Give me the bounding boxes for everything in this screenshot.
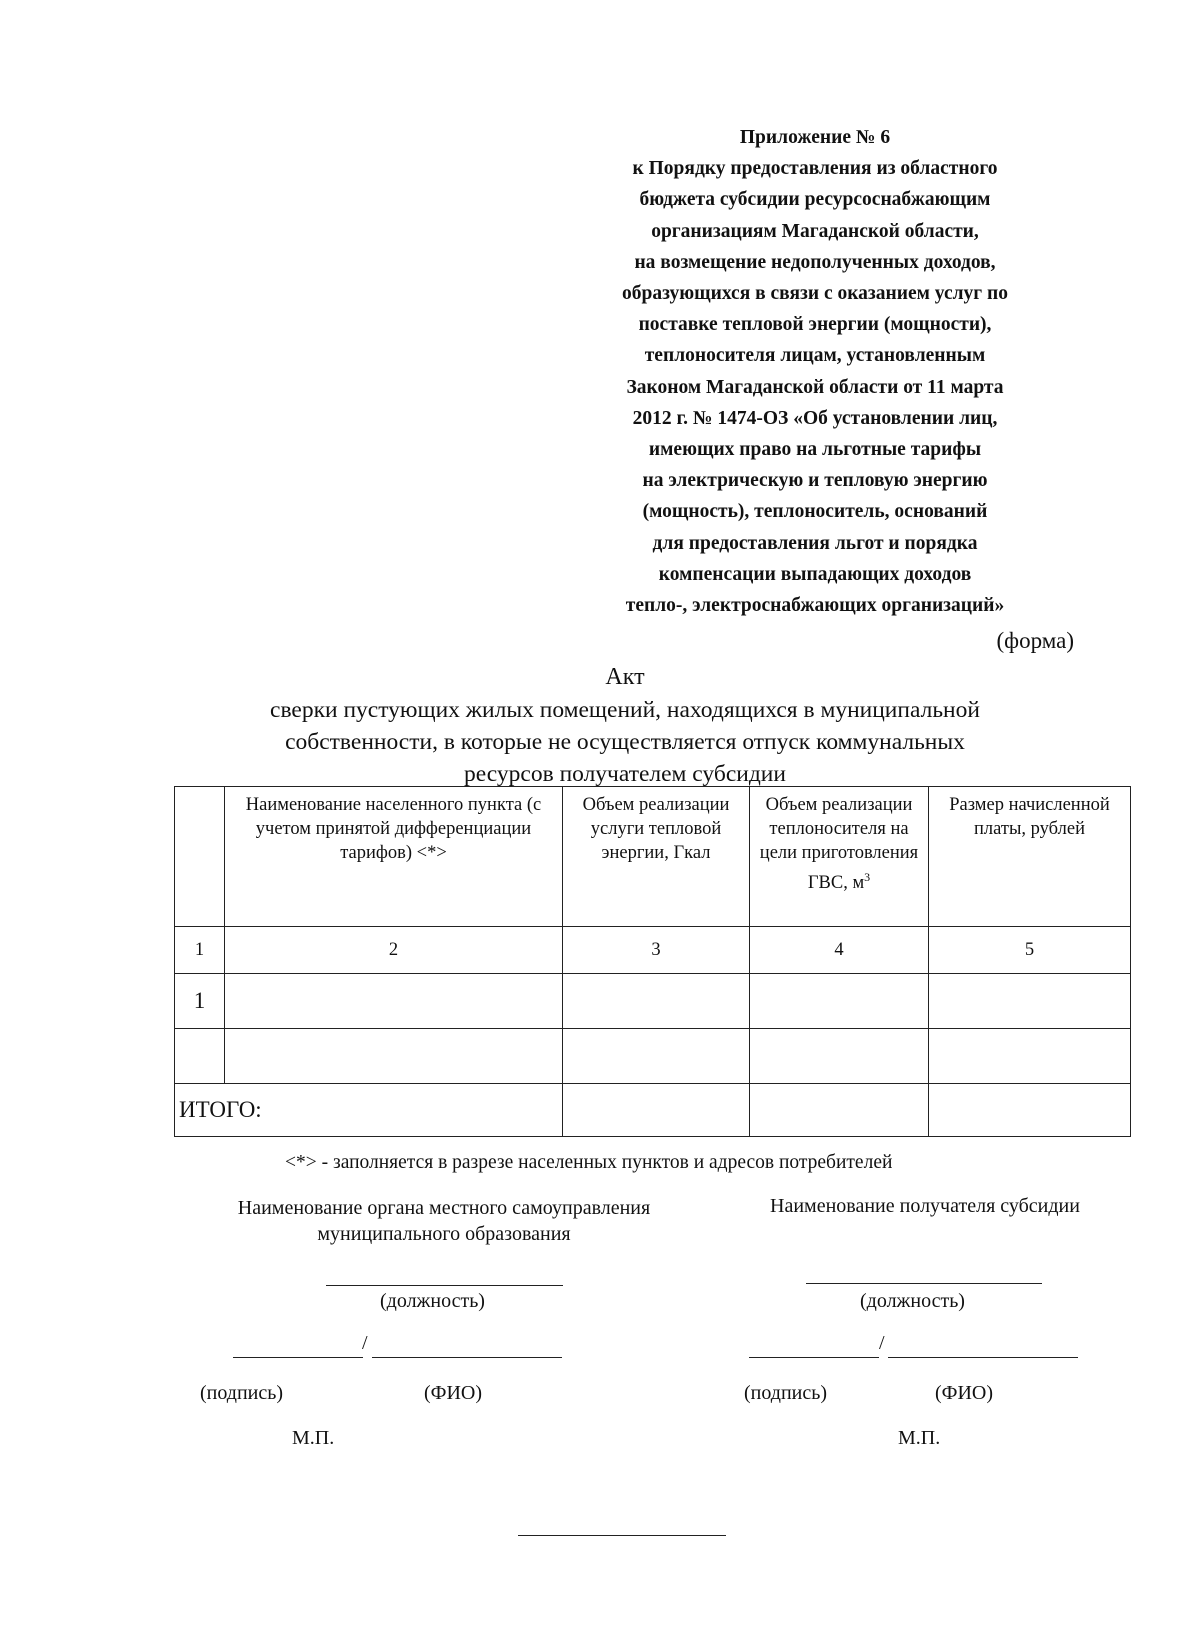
row-number: 1 (175, 974, 225, 1029)
appendix-line: 2012 г. № 1474-ОЗ «Об установлении лиц, (632, 407, 998, 429)
left-seal-label: М.П. (292, 1427, 335, 1449)
act-subtitle-line: сверки пустующих жилых помещений, находящихся в муниципальной (270, 697, 980, 723)
left-org-line: Наименование органа местного самоуправления (237, 1197, 651, 1219)
column-number: 1 (175, 927, 225, 974)
right-seal-label: М.П. (898, 1427, 941, 1449)
appendix-line: бюджета субсидии ресурсоснабжающим (639, 189, 991, 211)
left-org-name (194, 1195, 694, 1247)
footnote: <*> - заполняется в разрезе населенных пунктов и адресов потребителей (285, 1152, 893, 1173)
act-title: Акт (605, 664, 645, 690)
form-label: (форма) (996, 628, 1074, 653)
appendix-line: имеющих право на льготные тарифы (648, 439, 982, 461)
table-cell (175, 1029, 225, 1084)
appendix-line: Приложение № 6 (739, 127, 891, 148)
table-cell (225, 1029, 563, 1084)
table-cell (750, 974, 929, 1029)
table-cell (750, 1029, 929, 1084)
right-name-line (888, 1357, 1078, 1358)
appendix-line: на электрическую и тепловую энергию (642, 470, 988, 492)
appendix-line: Законом Магаданской области от 11 марта (626, 376, 1004, 398)
act-subtitle (195, 694, 1055, 790)
appendix-line: на возмещение недополученных доходов, (634, 251, 996, 273)
column-number: 4 (750, 927, 929, 974)
appendix-line: к Порядку предоставления из областного (632, 158, 998, 180)
right-slash: / (879, 1332, 885, 1354)
table-cell (929, 1029, 1131, 1084)
header-superscript: 3 (864, 870, 871, 884)
right-position-line (806, 1283, 1042, 1284)
table-cell (563, 1084, 750, 1137)
left-slash: / (362, 1332, 368, 1354)
header-cell-locality: Наименование населенного пункта (с учетом принятой дифференциации тарифов) <*> (225, 787, 563, 927)
column-number: 5 (929, 927, 1131, 974)
right-signature-label: (подпись) (744, 1382, 828, 1404)
table-header-row (175, 787, 1131, 927)
column-number: 3 (563, 927, 750, 974)
appendix-line: тепло-, электроснабжающих организаций» (625, 595, 1005, 617)
left-signature-label: (подпись) (200, 1382, 284, 1404)
header-cell-coolant-text: Объем реализации теплоносителя на цели приготовления ГВС, м (759, 795, 919, 894)
table-row (175, 974, 1131, 1029)
table-cell (563, 1029, 750, 1084)
left-name-label: (ФИО) (424, 1382, 483, 1404)
right-signature-line (749, 1357, 879, 1358)
table-total-row (175, 1084, 1131, 1137)
table-row (175, 927, 1131, 974)
appendix-line: компенсации выпадающих доходов (658, 563, 972, 585)
column-number: 2 (225, 927, 563, 974)
act-subtitle-line: собственности, в которые не осуществляется отпуск коммунальных (285, 729, 965, 755)
left-signature-line (233, 1357, 363, 1358)
appendix-line: организациям Магаданской области, (651, 220, 979, 242)
closing-separator (518, 1535, 726, 1536)
reconciliation-table (174, 786, 1131, 1137)
table-row (175, 1029, 1131, 1084)
table-cell (563, 974, 750, 1029)
header-cell-payment: Размер начисленной платы, рублей (929, 787, 1131, 927)
table-cell (929, 1084, 1131, 1137)
left-name-line (372, 1357, 562, 1358)
left-org-line: муниципального образования (317, 1223, 571, 1245)
right-name-label: (ФИО) (935, 1382, 994, 1404)
appendix-line: теплоносителя лицам, установленным (644, 345, 986, 367)
appendix-line: для предоставления льгот и порядка (652, 532, 978, 554)
total-label: ИТОГО: (175, 1084, 563, 1137)
header-cell-index (175, 787, 225, 927)
table-cell (225, 974, 563, 1029)
left-position-label: (должность) (380, 1290, 485, 1312)
header-cell-coolant-volume (750, 787, 929, 927)
header-cell-heat-volume: Объем реализации услуги тепловой энергии, Гкал (563, 787, 750, 927)
right-org-name: Наименование получателя субсидии (770, 1195, 1080, 1217)
appendix-line: поставке тепловой энергии (мощности), (638, 314, 992, 336)
appendix-line: (мощность), теплоноситель, оснований (642, 501, 988, 523)
right-position-label: (должность) (860, 1290, 965, 1312)
act-subtitle-line: ресурсов получателем субсидии (464, 761, 786, 787)
left-position-line (326, 1285, 563, 1286)
appendix-line: образующихся в связи с оказанием услуг по (621, 283, 1009, 305)
table-cell (750, 1084, 929, 1137)
appendix-header (585, 122, 1045, 621)
table-cell (929, 974, 1131, 1029)
